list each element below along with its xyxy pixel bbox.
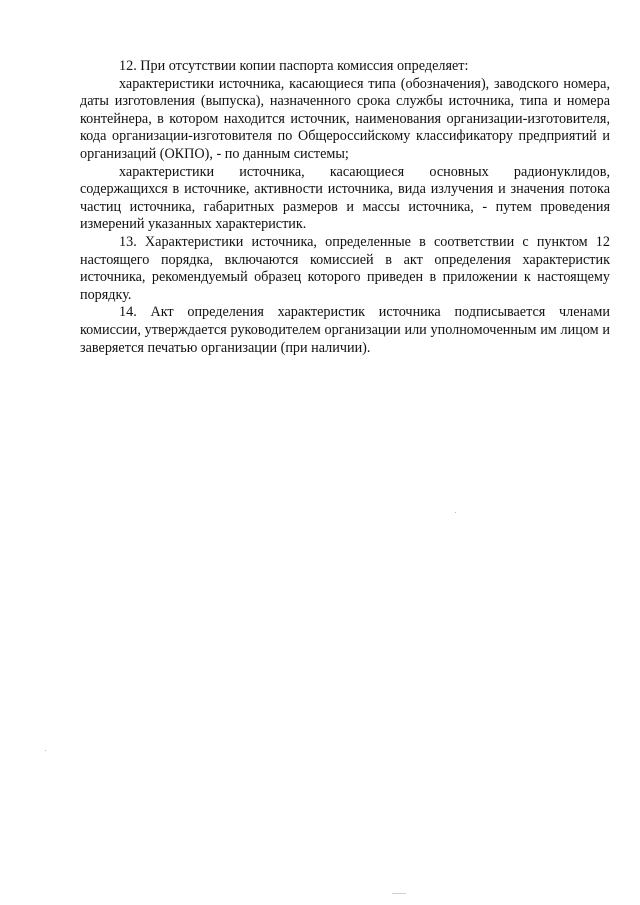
paragraph-13: 13. Характеристики источника, определенные в соответствии с пунктом 12 настоящего порядка, включаются комиссией в акт определения характеристик источника, рекомендуемый образец которого приведен в приложении к настоящему порядку. <box>80 233 610 303</box>
scan-speck <box>455 512 456 513</box>
document-body <box>80 58 610 357</box>
paragraph-12-intro: 12. При отсутствии копии паспорта комиссия определяет: <box>119 58 469 74</box>
paragraph-14: 14. Акт определения характеристик источника подписывается членами комиссии, утверждается руководителем организации или уполномоченным им лицом и заверяется печатью организации (при наличии). <box>80 304 610 356</box>
paragraph-12-system-data: характеристики источника, касающиеся типа (обозначения), заводского номера, даты изготовления (выпуска), назначенного срока службы источника, типа и номера контейнера, в котором находится источник, наименования организации-изготовителя, кода организации-изготовителя по Общероссийскому классификатору предприятий и организаций (ОКПО), - по данным системы; <box>80 75 610 162</box>
paragraph-12-measurements: характеристики источника, касающиеся основных радионуклидов, содержащихся в источнике, активности источника, вида излучения и значения потока частиц источника, габаритных размеров и массы источника, - путем проведения измерений указанных характеристик. <box>80 163 610 233</box>
scan-speck <box>45 750 46 751</box>
scan-speck <box>392 893 406 894</box>
